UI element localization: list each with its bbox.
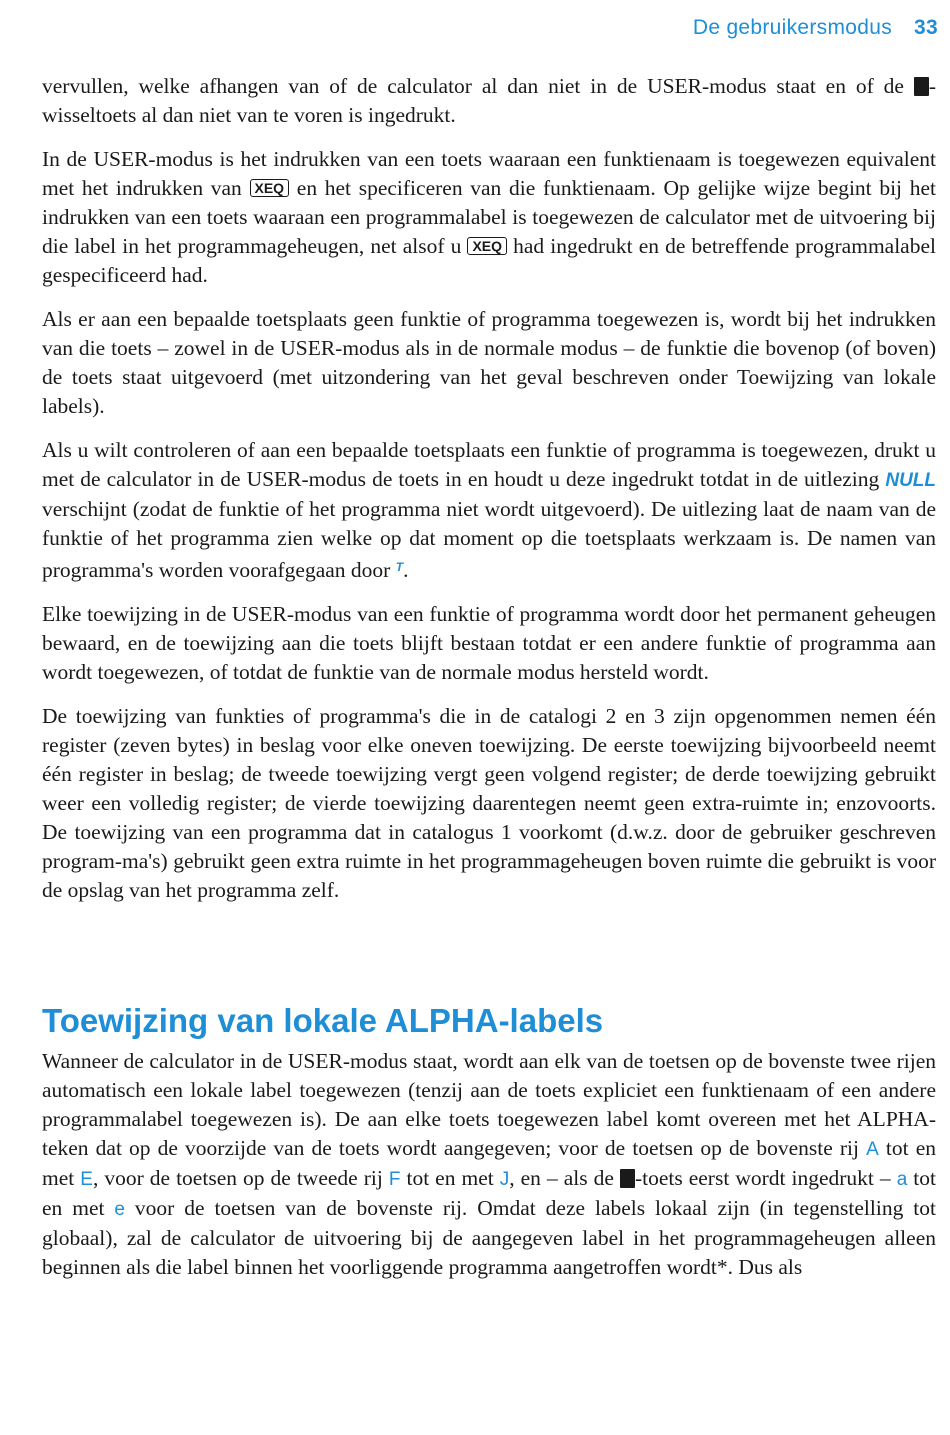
alpha-label-E: E: [80, 1169, 93, 1190]
section-heading: Toewijzing van lokale ALPHA-labels: [42, 1002, 604, 1039]
section-title: De gebruikersmodus: [692, 16, 893, 39]
paragraph-1-text-b: -wisseltoets al dan niet van te voren is ingedrukt.: [42, 74, 936, 127]
shift-key-icon: [620, 1169, 635, 1188]
paragraph-3: Als er aan een bepaalde toetsplaats geen funktie of programma toegewezen is, wordt bij het indrukken van die toets – zowel in de USER-modus als in de normale modus – de funktie die bovenop (of boven) de toets staat uitgevoerd (met uitzondering van het geval beschreven onder Toewijzing van lokale labels).: [42, 307, 936, 418]
display-t: T: [395, 560, 404, 574]
paragraph-2: [42, 145, 936, 290]
alpha-label-F: F: [388, 1169, 401, 1190]
paragraph-7-text-d: tot en met: [400, 1166, 500, 1190]
paragraph-4: [42, 436, 936, 585]
alpha-label-A: A: [866, 1139, 879, 1160]
alpha-label-a: a: [896, 1169, 908, 1190]
paragraph-6: De toewijzing van funkties of programma's die in de catalogi 2 en 3 zijn opgenommen nemen één register (zeven bytes) in beslag voor elke oneven toewijzing. De eerste toewijzing bijvoorbeeld neemt één register in beslag; de tweede toewijzing vergt geen volgend register; de derde toewijzing gebruikt weer een volledig register; de vierde toewijzing daarentegen neemt geen extra-ruimte in; enzovoorts. De toewijzing van een programma dat in catalogus 1 voorkomt (d.w.z. door de gebruiker geschreven program-ma's) gebruikt geen extra ruimte in het programmageheugen boven ruimte die gebruikt is voor de opslag van het programma zelf.: [42, 704, 936, 902]
paragraph-2-text-c: had ingedrukt en de betreffende programmalabel gespecificeerd had.: [42, 234, 936, 287]
paragraph-7-text-c: , voor de toetsen op de tweede rij: [92, 1166, 389, 1190]
paragraph-1-text-a: vervullen, welke afhangen van of de calculator al dan niet in de USER-modus staat en of de: [42, 74, 914, 98]
paragraph-5: Elke toewijzing in de USER-modus van een funktie of programma wordt door het permanent geheugen bewaard, en de toewijzing aan die toets blijft bestaan totdat er een andere funktie of programma aan wordt toegewezen, of totdat de funktie van de normale modus hersteld wordt.: [42, 602, 936, 684]
paragraph-7-text-g: tot en met: [42, 1166, 936, 1220]
page-number: 33: [914, 16, 938, 39]
paragraph-4-text-c: .: [403, 558, 409, 582]
alpha-label-J: J: [499, 1169, 510, 1190]
alpha-label-e: e: [114, 1199, 125, 1220]
display-null: NULL: [885, 470, 936, 491]
paragraph-7: [42, 1047, 936, 1282]
xeq-key: XEQ: [250, 179, 290, 197]
paragraph-7-text-e: , en – als de: [509, 1166, 620, 1190]
paragraph-7-text-h: voor de toetsen van de bovenste rij. Omdat deze labels lokaal zijn (in tegenstelling tot globaal), zal de calculator de uitvoering bij de aangegeven label in het programmageheugen alleen beginnen als die label binnen het voorliggende programma aangetroffen wordt*. Dus als: [42, 1196, 936, 1279]
shift-key-icon: [914, 77, 929, 96]
paragraph-4-text-a: Als u wilt controleren of aan een bepaalde toetsplaats een funktie of programma is toegewezen, drukt u met de calculator in de USER-modus de toets in en houdt u deze ingedrukt totdat in de uitlezing: [42, 438, 936, 491]
running-header: [693, 16, 938, 40]
paragraph-7-text-f: -toets eerst wordt ingedrukt –: [634, 1166, 897, 1190]
paragraph-2-text-a: In de USER-modus is het indrukken van een toets waaraan een funktienaam is toegewezen equivalent met het indrukken van: [42, 147, 936, 200]
paragraph-7-text-a: Wanneer de calculator in de USER-modus staat, wordt aan elk van de toetsen op de bovenste twee rijen automatisch een lokale label toegewezen (tenzij aan de toets expliciet een funktienaam of een andere programmalabel toegewezen is). De aan elke toets toegewezen label komt overeen met het ALPHA-teken dat op de voorzijde van de toets wordt aangegeven; voor de toetsen op de bovenste rij: [42, 1049, 936, 1160]
paragraph-7-text-b: tot en met: [42, 1136, 936, 1190]
page-body: [42, 72, 936, 1297]
paragraph-1: [42, 72, 936, 130]
paragraph-4-text-b: verschijnt (zodat de funktie of het programma niet wordt uitgevoerd). De uitlezing laat de naam van de funktie of het programma zien welke op dat moment op die toetsplaats werkzaam is. De namen van programma's worden voorafgegaan door: [42, 497, 936, 582]
xeq-key: XEQ: [467, 237, 507, 255]
paragraph-2-text-b: en het specificeren van die funktienaam. Op gelijke wijze begint bij het indrukken van een toets waaraan een programmalabel is toegewezen de calculator met de uitvoering bij die label in het programmageheugen, net alsof u: [42, 176, 936, 258]
